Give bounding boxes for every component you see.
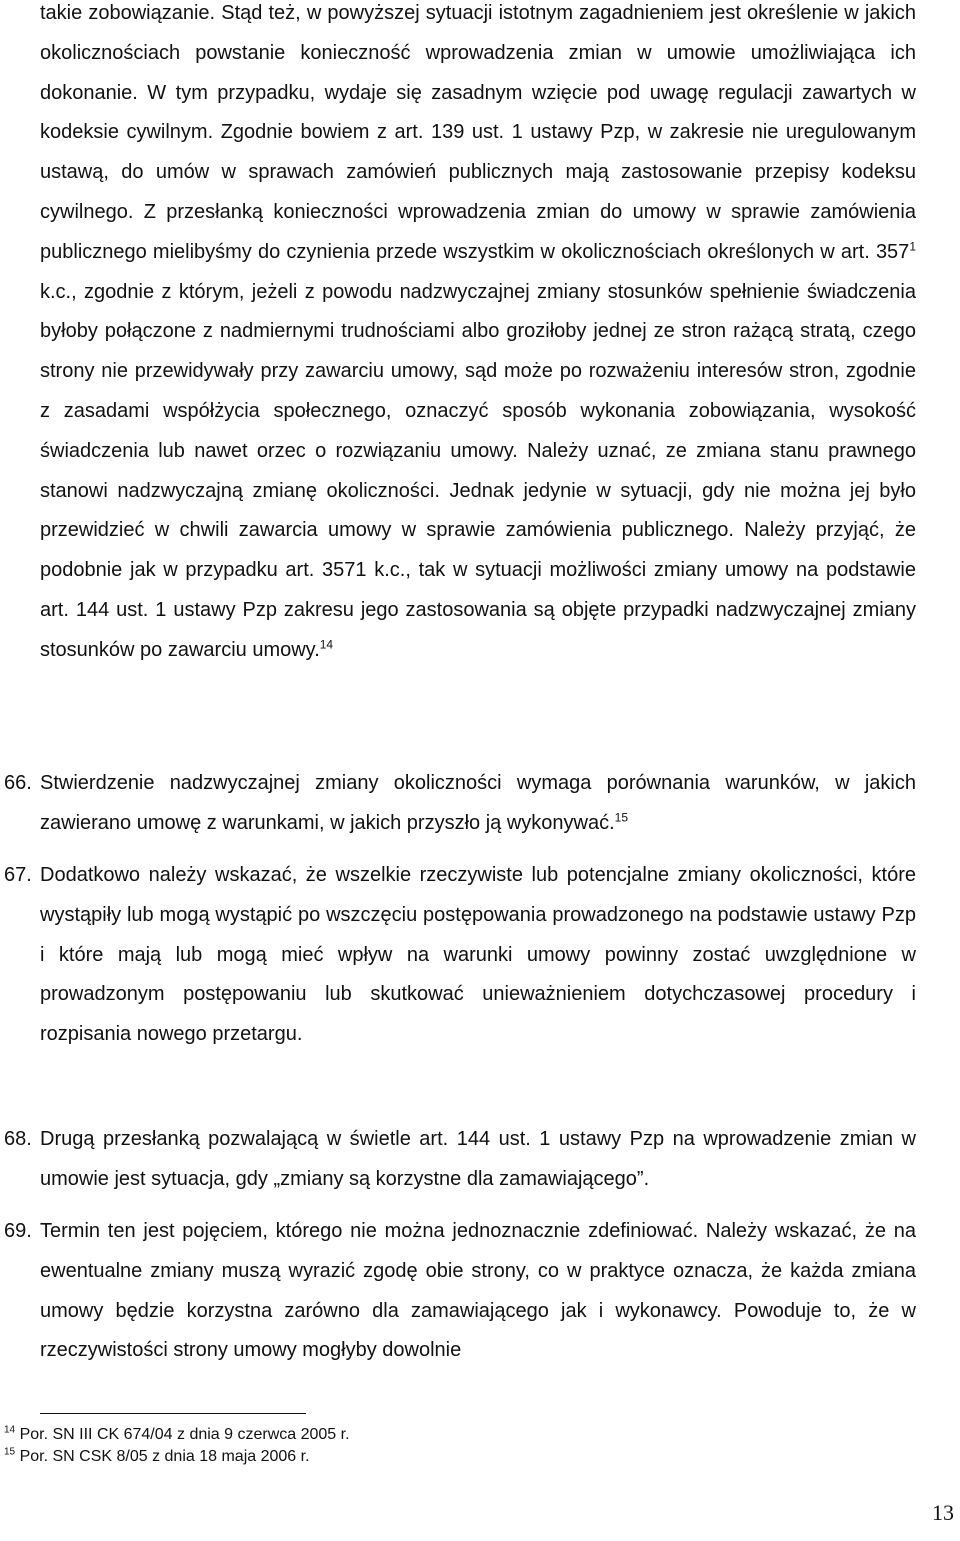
footnotes bbox=[4, 1424, 904, 1468]
footnote-text: Por. SN CSK 8/05 z dnia 18 maja 2006 r. bbox=[19, 1448, 310, 1465]
numbered-item-68 bbox=[0, 1120, 916, 1200]
item-number: 69. bbox=[4, 1220, 32, 1242]
item-number: 66. bbox=[4, 772, 32, 794]
page-number: 13 bbox=[932, 1500, 954, 1525]
paragraph-text-part-a: takie zobowiązanie. Stąd też, w powyższej sytuacji istotnym zagadnieniem jest określenie w jakich okolicznościach powstanie konieczność wprowadzenia zmian w umowie umożliwiająca ich dokonanie. W tym przypadku, wydaje się zasadnym wzięcie pod uwagę regulacji zawartych w kodeksie cywilnym. Zgodnie bowiem z art. 139 ust. 1 ustawy Pzp, w zakresie nie uregulowanym ustawą, do umów w sprawach zamówień publicznych mają zastosowanie przepisy kodeksu cywilnego. Z przesłanką konieczności wprowadzenia zmian do umowy w sprawie zamówienia publicznego mielibyśmy do czynienia przede wszystkim w okolicznościach określonych w art. 357 bbox=[40, 2, 916, 263]
item-number: 67. bbox=[4, 864, 32, 886]
item-text: Termin ten jest pojęciem, którego nie można jednoznacznie zdefiniować. Należy wskazać, że na ewentualne zmiany muszą wyrazić zgodę obie strony, co w praktyce oznacza, że każda zmiana umowy będzie korzystna zarówno dla zamawiającego jak i wykonawcy. Powoduje to, że w rzeczywistości strony umowy mogłyby dowolnie bbox=[40, 1220, 916, 1362]
footnote-ref-14: 14 bbox=[319, 637, 334, 652]
numbered-item-66 bbox=[0, 764, 916, 844]
footnote-ref-15: 15 bbox=[614, 810, 629, 825]
paragraph-continuation bbox=[40, 0, 916, 671]
item-text: Drugą przesłanką pozwalającą w świetle art. 144 ust. 1 ustawy Pzp na wprowadzenie zmian w umowie jest sytuacja, gdy „zmiany są korzystne dla zamawiającego”. bbox=[40, 1128, 916, 1190]
paragraph-text-part-b: k.c., zgodnie z którym, jeżeli z powodu nadzwyczajnej zmiany stosunków spełnienie świadczenia byłoby połączone z nadmiernymi trudnościami albo groziłoby jednej ze stron rażącą stratą, czego strony nie przewidywały przy zawarciu umowy, sąd może po rozważeniu interesów stron, zgodnie z zasadami współżycia społecznego, oznaczyć sposób wykonania zobowiązania, wysokość świadczenia lub nawet orzec o rozwiązaniu umowy. Należy uznać, ze zmiana stanu prawnego stanowi nadzwyczajną zmianę okoliczności. Jednak jedynie w sytuacji, gdy nie można jej było przewidzieć w chwili zawarcia umowy w sprawie zamówienia publicznego. Należy przyjąć, że podobnie jak w przypadku art. 3571 k.c., tak w sytuacji możliwości zmiany umowy na podstawie art. 144 ust. 1 ustawy Pzp zakresu jego zastosowania są objęte przypadki nadzwyczajnej zmiany stosunków po zawarciu umowy. bbox=[40, 280, 916, 661]
footnote-14 bbox=[4, 1424, 904, 1446]
footnote-number: 15 bbox=[4, 1446, 16, 1458]
item-text: Stwierdzenie nadzwyczajnej zmiany okoliczności wymaga porównania warunków, w jakich zawierano umowę z warunkami, w jakich przyszło ją wykonywać. bbox=[40, 772, 916, 834]
numbered-item-69 bbox=[0, 1212, 916, 1371]
footnote-separator bbox=[40, 1413, 306, 1414]
item-number: 68. bbox=[4, 1128, 32, 1150]
numbered-item-67 bbox=[0, 856, 916, 1055]
footnote-number: 14 bbox=[4, 1424, 16, 1436]
footnote-text: Por. SN III CK 674/04 z dnia 9 czerwca 2005 r. bbox=[19, 1426, 350, 1443]
footnote-15 bbox=[4, 1446, 904, 1468]
item-text: Dodatkowo należy wskazać, że wszelkie rzeczywiste lub potencjalne zmiany okoliczności, które wystąpiły lub mogą wystąpić po wszczęciu postępowania prowadzonego na podstawie ustawy Pzp i które mają lub mogą mieć wpływ na warunki umowy powinny zostać uwzględnione w prowadzonym postępowaniu lub skutkować unieważnieniem dotychczasowej procedury i rozpisania nowego przetargu. bbox=[40, 864, 916, 1046]
superscript-1: 1 bbox=[909, 239, 916, 254]
